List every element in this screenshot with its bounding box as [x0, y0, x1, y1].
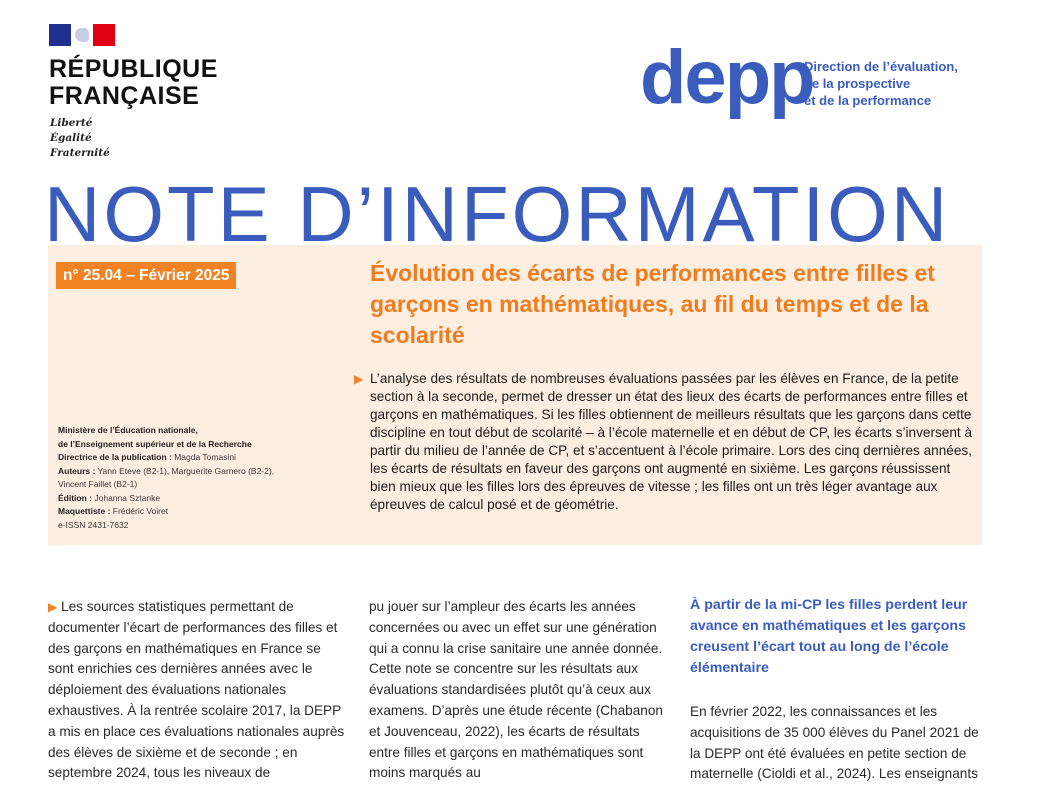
- triangle-bullet-icon: ▶: [48, 600, 58, 614]
- article-abstract: ▶ L’analyse des résultats de nombreuses évaluations passées par les élèves en France, de la petite section à la seconde, permet de dresser un état des lieux des écarts de performances entre filles et garçons en mathématiques. Si les filles obtiennent de meilleurs résultats que les garçons dans cette discipline en tout début de scolarité – à l’école maternelle et en début de CP, les écarts s’inversent à partir du milieu de l’année de CP, et s’accentuent à l’école primaire. Lors des cinq dernières années, les écarts de résultats en faveur des garçons ont augmenté en sixième. Les garçons réussissent bien mieux que les filles lors des épreuves de vitesse ; les filles ont un très léger avantage aux épreuves de calcul posé et de géométrie.: [354, 371, 973, 512]
- credit-line: e-ISSN 2431-7632: [58, 519, 129, 530]
- body-column-1: ▶ Les sources statistiques permettant de documenter l’écart de performances des filles et des garçons en mathématiques en France se sont enrichies ces dernières années avec le déploiement des évaluations nationales exhaustives. À la rentrée scolaire 2017, la DEPP a mis en place ces évaluations nationales auprès des élèves de sixième et de seconde ; en septembre 2024, tous les niveaux de: [48, 599, 345, 781]
- depp-logo: depp: [640, 35, 814, 120]
- credit-line: Auteurs : Yann Eteve (B2-1), Marguerite Garnero (B2-2),: [58, 465, 275, 476]
- credit-line: de l’Enseignement supérieur et de la Recherche: [58, 438, 252, 449]
- body-column-2: pu jouer sur l’ampleur des écarts les années concernées ou avec un effet sur une génération qui a connu la crise sanitaire une année donnée. Cette note se concentre sur les résultats aux évaluations standardisées plutôt qu’à ceux aux examens. D’après une étude récente (Chabanon et Jouvenceau, 2022), les écarts de résultats entre filles et garçons en mathématiques sont moins marqués au: [369, 599, 663, 781]
- republique-francaise-wordmark: RÉPUBLIQUE FRANÇAISE: [49, 55, 218, 110]
- credit-line: Maquettiste : Frédéric Voiret: [58, 506, 169, 516]
- credit-line: Directrice de la publication : Magda Tomasini: [58, 452, 236, 462]
- publication-title: NOTE D’INFORMATION: [44, 170, 951, 258]
- section-heading: À partir de la mi-CP les filles perdent leur avance en mathématiques et les garçons creusent l’écart tout au long de l’école élémentaire: [690, 597, 968, 676]
- republic-motto: Liberté Égalité Fraternité: [50, 117, 110, 159]
- marianne-flag-logo: [49, 24, 115, 46]
- publication-credits: [58, 424, 318, 532]
- depp-subtitle: Direction de l’évaluation, de la prospective et de la performance: [804, 59, 958, 108]
- credit-line: Vincent Faillet (B2-1): [58, 479, 138, 489]
- credit-line: Ministère de l’Éducation nationale,: [58, 425, 198, 435]
- issue-badge: n° 25.04 – Février 2025: [56, 262, 236, 289]
- credit-line: Édition : Johanna Sztanke: [58, 492, 161, 503]
- body-column-3: En février 2022, les connaissances et les acquisitions de 35 000 élèves du Panel 2021 de la DEPP ont été évaluées en petite section de maternelle (Cioldi et al., 2024). Les enseignants: [690, 704, 979, 782]
- triangle-bullet-icon: ▶: [354, 372, 364, 386]
- article-headline: Évolution des écarts de performances entre filles et garçons en mathématiques, au fil du temps et de la scolarité: [370, 260, 935, 348]
